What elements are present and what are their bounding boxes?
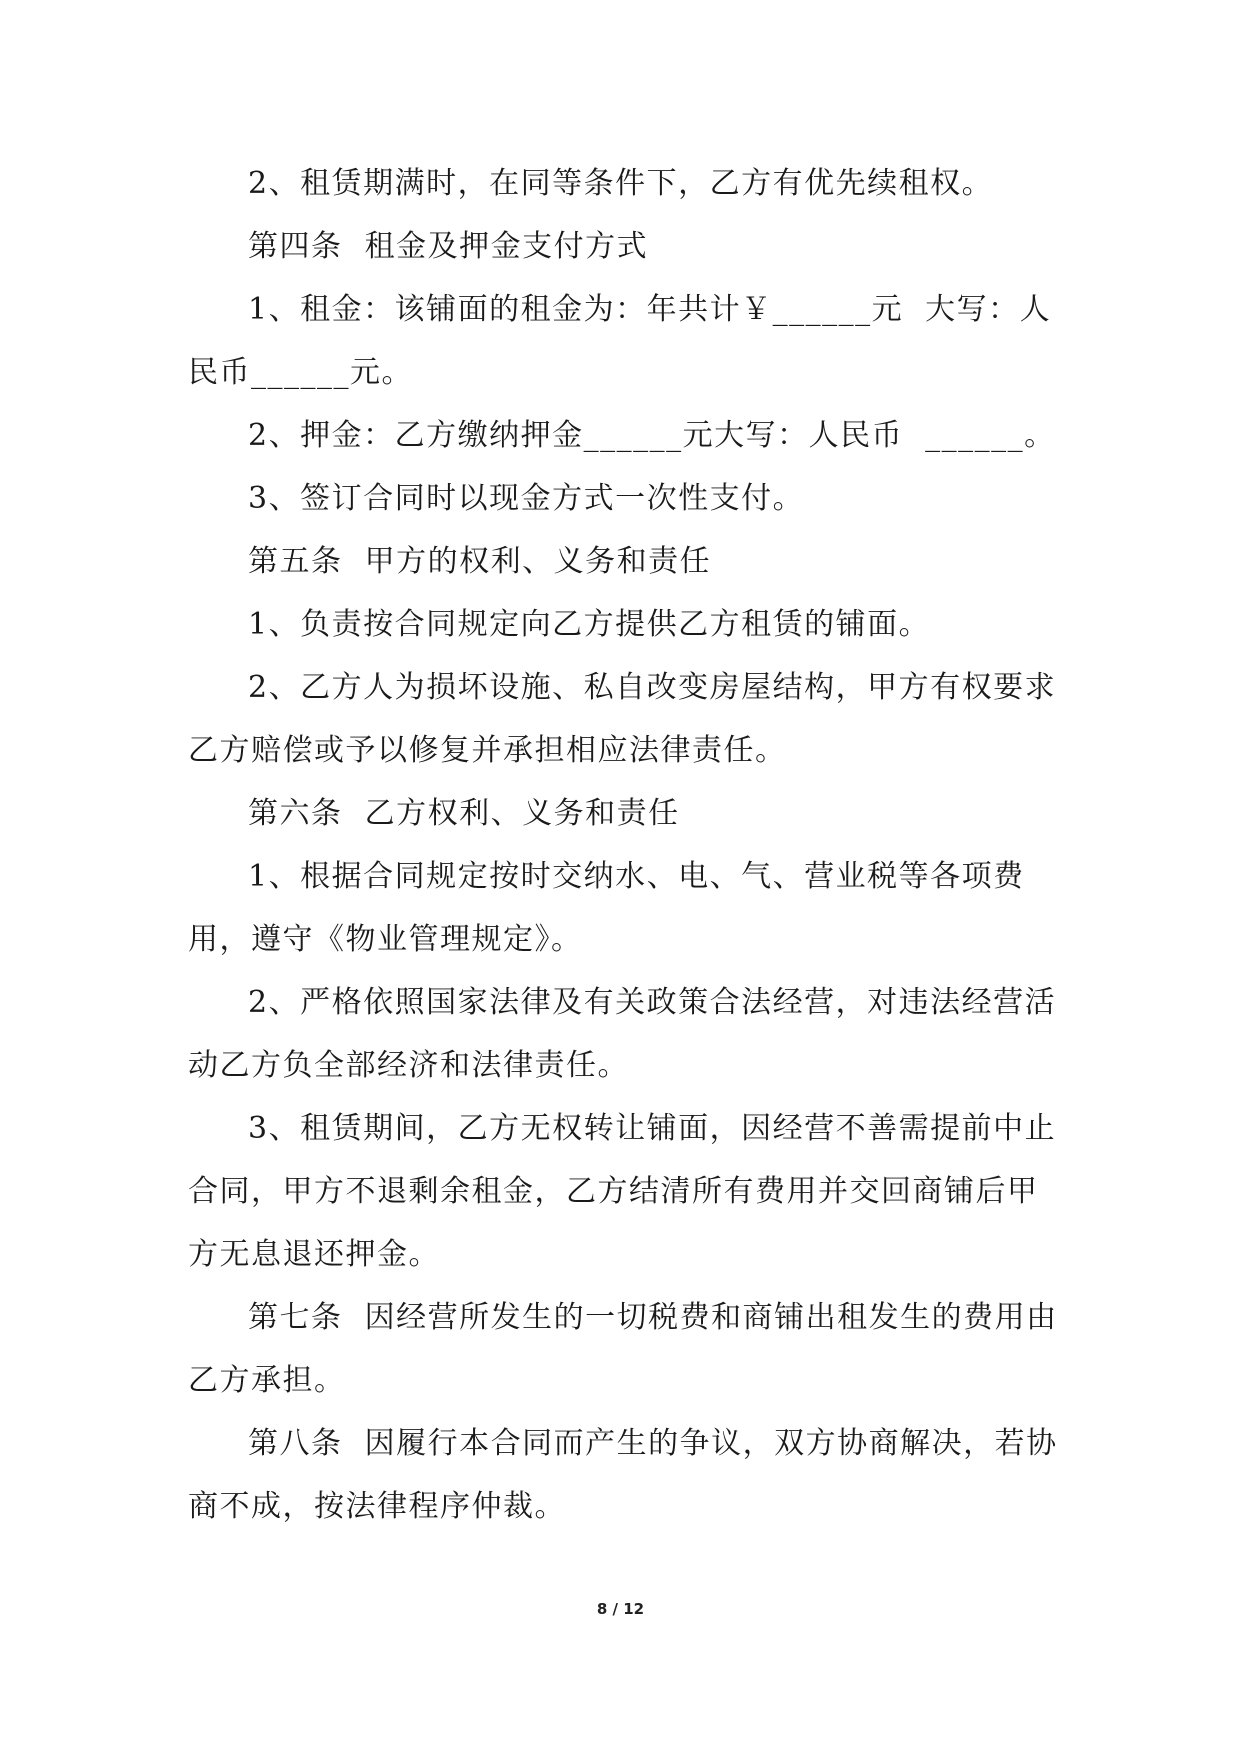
paragraph-lessee-duty-1: 1、根据合同规定按时交纳水、电、气、营业税等各项费用，遵守《物业管理规定》。 <box>188 859 1025 957</box>
paragraph-renewal-priority: 2、租赁期满时，在同等条件下，乙方有优先续租权。 <box>248 166 994 201</box>
article-8-paragraph: 第八条 因履行本合同而产生的争议，双方协商解决，若协商不成，按法律程序仲裁。 <box>188 1426 1058 1524</box>
paragraph-lessor-duty-2: 2、乙方人为损坏设施、私自改变房屋结构，甲方有权要求乙方赔偿或予以修复并承担相应法律责任。 <box>188 670 1057 768</box>
paragraph-lessor-duty-1: 1、负责按合同规定向乙方提供乙方租赁的铺面。 <box>248 607 931 642</box>
paragraph-rent-amount: 1、租金：该铺面的租金为：年共计￥______元 大写：人民币______元。 <box>188 292 1052 390</box>
article-5-heading: 第五条 甲方的权利、义务和责任 <box>248 544 712 579</box>
paragraph-payment-method: 3、签订合同时以现金方式一次性支付。 <box>248 481 805 516</box>
article-7-paragraph: 第七条 因经营所发生的一切税费和商铺出租发生的费用由乙方承担。 <box>188 1300 1058 1398</box>
paragraph-lessee-duty-3: 3、租赁期间，乙方无权转让铺面，因经营不善需提前中止合同，甲方不退剩余租金，乙方结清所有费用并交回商铺后甲方无息退还押金。 <box>188 1111 1057 1272</box>
article-4-heading: 第四条 租金及押金支付方式 <box>248 229 649 264</box>
page-number: 8 / 12 <box>596 1600 645 1618</box>
paragraph-lessee-duty-2: 2、严格依照国家法律及有关政策合法经营，对违法经营活动乙方负全部经济和法律责任。 <box>188 985 1057 1083</box>
document-body <box>188 152 1058 1538</box>
article-6-heading: 第六条 乙方权利、义务和责任 <box>248 796 680 831</box>
paragraph-deposit-amount: 2、押金：乙方缴纳押金______元大写：人民币 ______。 <box>248 418 1056 453</box>
